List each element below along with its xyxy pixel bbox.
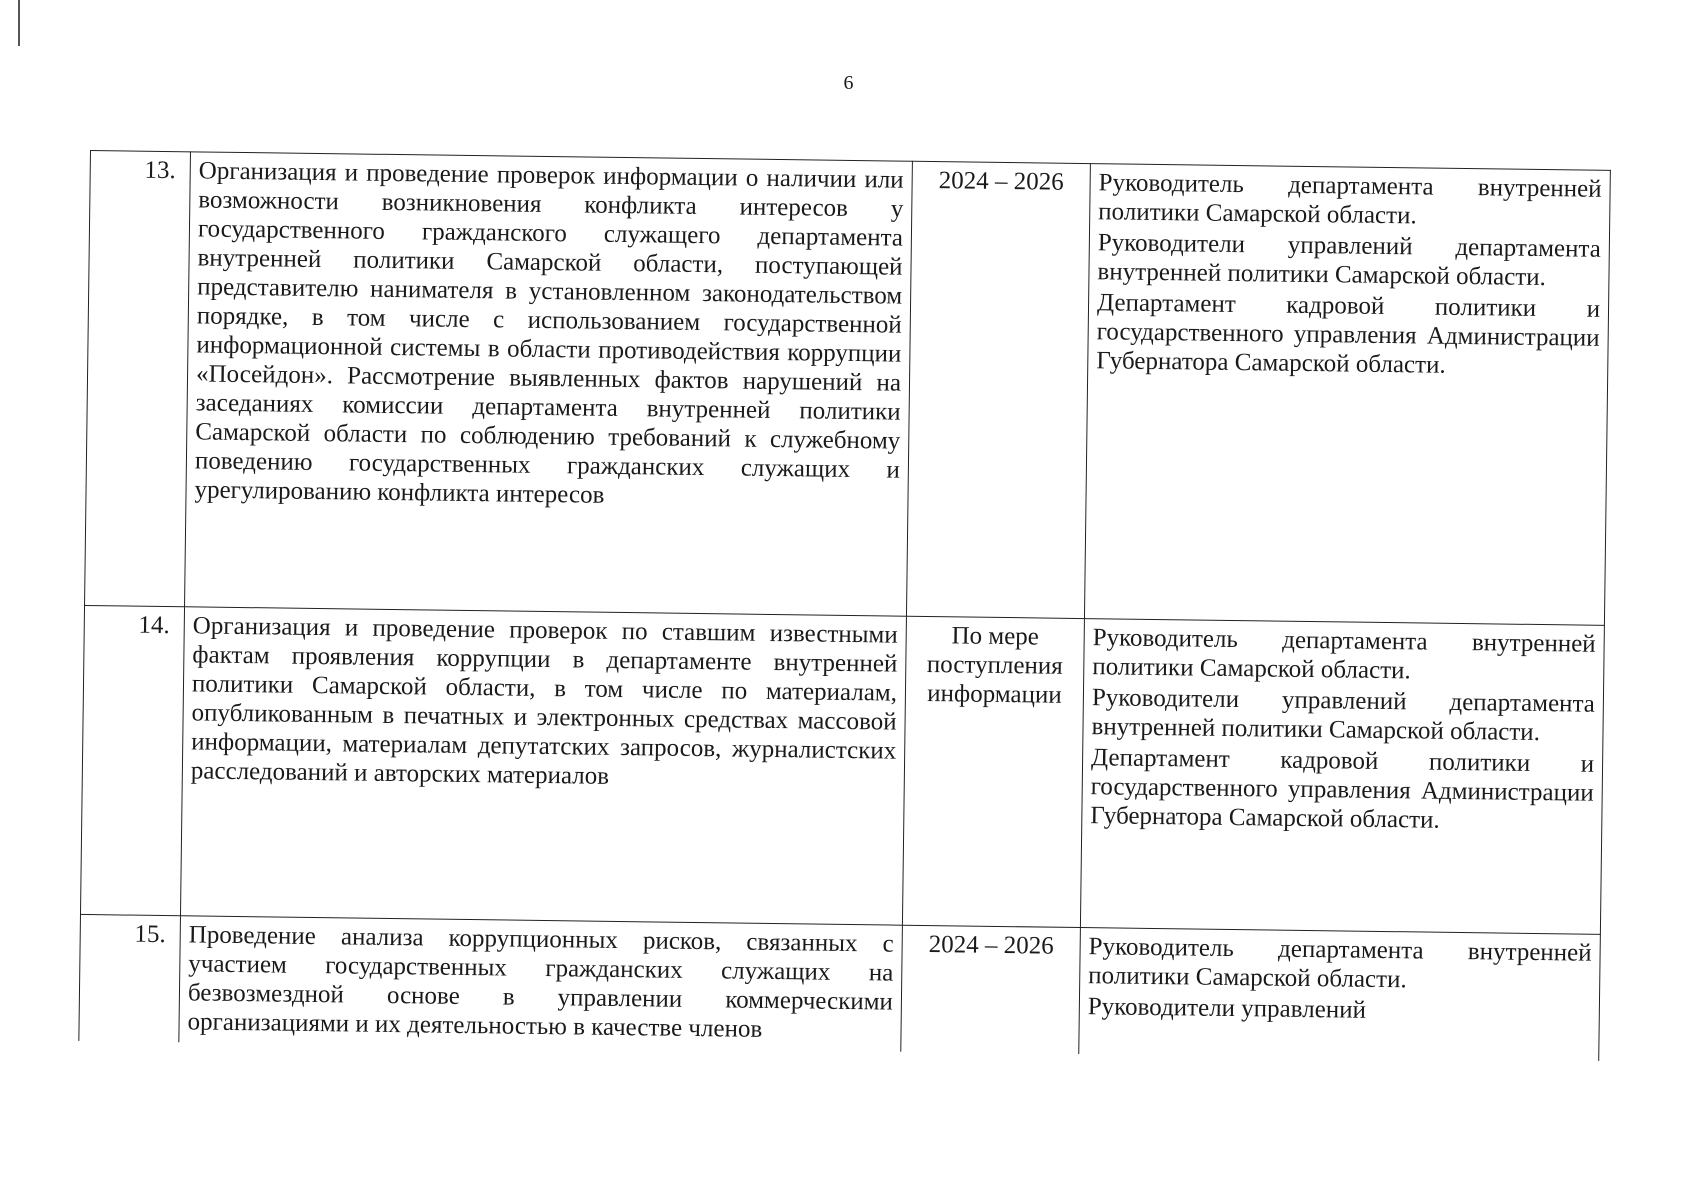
activity-cell: Проведение анализа коррупционных рисков, связанных с участием государственных гражданских служащих на безвозмездной основе в управлении коммерческими организациями и их деятельностью в качестве членов xyxy=(179,916,903,1052)
scan-margin-mark xyxy=(18,0,20,46)
responsible-item: Руководители управлений департамента внутренней политики Самарской области. xyxy=(1097,229,1602,292)
responsible-item: Руководитель департамента внутренней политики Самарской области. xyxy=(1098,169,1602,230)
table-row xyxy=(79,914,1601,1060)
row-number: 14. xyxy=(80,605,184,915)
responsible-cell xyxy=(1084,164,1610,626)
term-cell: По мере поступления информации xyxy=(902,616,1084,927)
responsible-cell xyxy=(1080,619,1604,935)
page-number: 6 xyxy=(843,72,854,94)
responsible-cell xyxy=(1079,928,1601,1061)
responsible-item: Департамент кадровой политики и государственного управления Администрации Губернатора Самарской области. xyxy=(1090,744,1595,834)
responsible-item: Руководители управлений департамента внутренней политики Самарской области. xyxy=(1091,684,1596,747)
responsible-item: Руководители управлений xyxy=(1087,993,1367,1024)
row-number: 15. xyxy=(79,914,181,1042)
document-sheet xyxy=(78,150,1610,1061)
responsible-item: Руководитель департамента внутренней политики Самарской области. xyxy=(1088,933,1592,994)
responsible-item: Департамент кадровой политики и государственного управления Администрации Губернатора Самарской области. xyxy=(1096,289,1601,379)
action-plan-table xyxy=(78,150,1611,1061)
responsible-item: Руководитель департамента внутренней политики Самарской области. xyxy=(1092,624,1596,685)
term-cell: 2024 – 2026 xyxy=(906,161,1090,618)
table-row xyxy=(85,151,1611,626)
activity-cell: Организация и проведение проверок информации о наличии или возможности возникновения конфликта интересов у государственного гражданского служащего департамента внутренней политики Самарской области, поступающей представителю нанимателя в установленном законодательством порядке, в том числе с использованием государственной информационной системы в области противодействия коррупции «Посейдон». Рассмотрение выявленных фактов нарушений на заседаниях комиссии департамента внутренней политики Самарской области по соблюдению требований к служебному поведению государственных гражданских служащих и урегулированию конфликта интересов xyxy=(185,152,913,616)
table-row xyxy=(80,605,1604,934)
activity-cell: Организация и проведение проверок по ставшим известными фактам проявления коррупции в департаменте внутренней политики Самарской области, в том числе по материалам, опубликованным в печатных и электронных средствах массовой информации, материалам депутатских запросов, журналистских расследований и авторских материалов xyxy=(180,607,906,925)
term-cell: 2024 – 2026 xyxy=(901,925,1081,1054)
row-number: 13. xyxy=(85,151,191,607)
